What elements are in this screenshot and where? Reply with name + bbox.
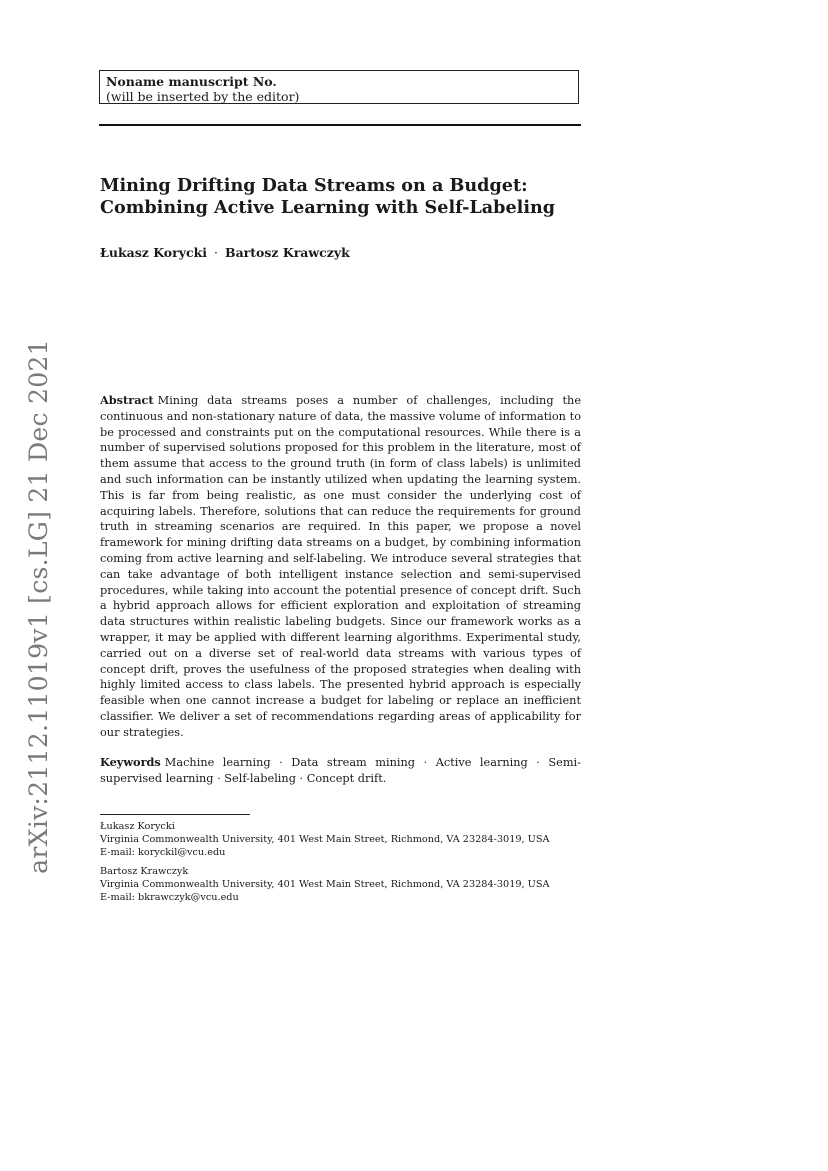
affiliation-name: Bartosz Krawczyk <box>100 866 189 877</box>
author-2: Bartosz Krawczyk <box>225 245 350 260</box>
affiliation-email: E-mail: koryckil@vcu.edu <box>100 847 226 858</box>
affiliation-1 <box>100 820 581 859</box>
affiliation-institution: Virginia Commonwealth University, 401 West Main Street, Richmond, VA 23284-3019, USA <box>100 879 550 890</box>
author-list <box>100 245 350 260</box>
footnote-rule <box>100 814 250 815</box>
manuscript-number: Noname manuscript No. <box>106 74 277 89</box>
editor-note: (will be inserted by the editor) <box>106 89 300 104</box>
author-separator: · <box>214 245 218 260</box>
arxiv-identifier: arXiv:2112.11019v1 [cs.LG] 21 Dec 2021 <box>23 338 53 874</box>
paper-title <box>100 175 600 219</box>
editor-note-box <box>99 70 579 104</box>
keywords <box>100 754 581 787</box>
affiliation-institution: Virginia Commonwealth University, 401 West Main Street, Richmond, VA 23284-3019, USA <box>100 834 550 845</box>
affiliation-name: Łukasz Korycki <box>100 821 175 832</box>
affiliation-2 <box>100 865 581 904</box>
abstract-label: Abstract <box>100 393 154 407</box>
title-line-1: Mining Drifting Data Streams on a Budget: <box>100 175 528 196</box>
keywords-label: Keywords <box>100 755 161 769</box>
abstract-text: Mining data streams poses a number of challenges, including the continuous and non-stationary nature of data, the massive volume of information to be processed and constraints put on the computational resources. While there is a number of supervised solutions proposed for this problem in the literature, most of them assume that access to the ground truth (in form of class labels) is unlimited and such information can be instantly utilized when updating the learning system. This is far from being realistic, as one must consider the underlying cost of acquiring labels. Therefore, solutions that can reduce the requirements for ground truth in streaming scenarios are required. In this paper, we propose a novel framework for mining drifting data streams on a budget, by combining information coming from active learning and self-labeling. We introduce several strategies that can take advantage of both intelligent instance selection and semi-supervised procedures, while taking into account the potential presence of concept drift. Such a hybrid approach allows for efficient exploration and exploitation of streaming data structures within realistic labeling budgets. Since our framework works as a wrapper, it may be applied with different learning algorithms. Experimental study, carried out on a diverse set of real-world data streams with various types of concept drift, proves the usefulness of the proposed strategies when dealing with highly limited access to class labels. The presented hybrid approach is especially feasible when one cannot increase a budget for labeling or replace an inefficient classifier. We deliver a set of recommendations regarding areas of applicability for our strategies. <box>100 394 581 739</box>
arxiv-stamp <box>16 338 60 874</box>
title-rule <box>99 124 581 126</box>
abstract <box>100 393 581 741</box>
title-line-2: Combining Active Learning with Self-Labeling <box>100 197 556 218</box>
affiliation-email: E-mail: bkrawczyk@vcu.edu <box>100 892 239 903</box>
keywords-text: Machine learning · Data stream mining · Active learning · Semi-supervised learning · Self-labeling · Concept drift. <box>100 756 581 785</box>
author-1: Łukasz Korycki <box>100 245 208 260</box>
